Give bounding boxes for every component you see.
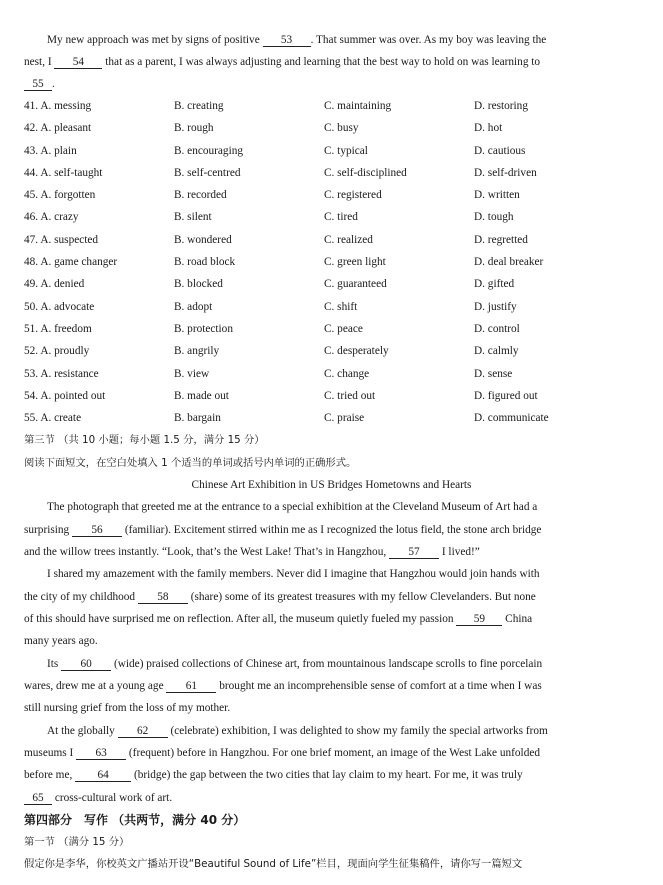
option-b[interactable]: B. road block — [174, 256, 236, 268]
blank-55[interactable]: 55 — [24, 78, 52, 91]
blank-54[interactable]: 54 — [54, 56, 102, 69]
passage2-line — [47, 724, 605, 738]
option-d[interactable]: D. restoring — [474, 100, 528, 112]
option-c[interactable]: C. desperately — [324, 345, 389, 357]
text: The photograph that greeted me at the entrance to a special exhibition at the Cleveland Museum of Art had a — [47, 501, 538, 513]
text: cross-cultural work of art. — [54, 792, 173, 804]
option-b[interactable]: B. bargain — [174, 412, 221, 424]
option-d[interactable]: D. hot — [474, 122, 503, 134]
options-row — [24, 277, 614, 291]
options-row — [24, 322, 614, 336]
passage2-line — [24, 612, 605, 626]
option-c[interactable]: C. shift — [324, 301, 358, 313]
text: and the willow trees instantly. “Look, that’s the West Lake! That’s in Hangzhou, — [24, 546, 387, 558]
options-row — [24, 144, 614, 158]
option-a[interactable]: 46. A. crazy — [24, 211, 79, 223]
blank-57[interactable]: 57 — [389, 546, 439, 559]
text: I lived!” — [441, 546, 480, 558]
blank-53[interactable]: 53 — [263, 34, 311, 47]
blank-60[interactable]: 60 — [61, 658, 111, 671]
option-c[interactable]: C. praise — [324, 412, 365, 424]
option-b[interactable]: B. protection — [174, 323, 233, 335]
option-b[interactable]: B. creating — [174, 100, 224, 112]
option-a[interactable]: 44. A. self-taught — [24, 167, 103, 179]
option-c[interactable]: C. self-disciplined — [324, 167, 407, 179]
option-c[interactable]: C. typical — [324, 145, 368, 157]
option-b[interactable]: B. encouraging — [174, 145, 244, 157]
option-d[interactable]: D. justify — [474, 301, 517, 313]
text: brought me an incomprehensible sense of comfort at a time when I was — [219, 680, 542, 692]
text: nest, I — [24, 56, 52, 68]
text: Its — [47, 658, 59, 670]
options-row — [24, 99, 614, 113]
options-row — [24, 166, 614, 180]
options-row — [24, 367, 614, 381]
blank-58[interactable]: 58 — [138, 591, 188, 604]
passage2-line — [47, 500, 605, 514]
passage2-line — [24, 634, 605, 648]
options-row — [24, 411, 614, 425]
writing-prompt: 假定你是李华，你校英文广播站开设“Beautiful Sound of Life”栏目，现面向学生征集稿件，请你写一篇短文 — [24, 858, 523, 870]
passage2-line — [24, 523, 605, 537]
text: (wide) praised collections of Chinese art, from mountainous landscape scrolls to fine porcelain — [113, 658, 543, 670]
option-a[interactable]: 47. A. suspected — [24, 234, 99, 246]
option-c[interactable]: C. change — [324, 368, 370, 380]
blank-61[interactable]: 61 — [166, 680, 216, 693]
option-b[interactable]: B. adopt — [174, 301, 213, 313]
option-a[interactable]: 48. A. game changer — [24, 256, 118, 268]
option-b[interactable]: B. wondered — [174, 234, 232, 246]
option-c[interactable]: C. guaranteed — [324, 278, 387, 290]
option-d[interactable]: D. communicate — [474, 412, 549, 424]
text: My new approach was met by signs of positive — [47, 34, 260, 46]
text: (celebrate) exhibition, I was delighted to show my family the special artworks from — [170, 725, 548, 737]
text: (bridge) the gap between the two cities that lay claim to my heart. For me, it was truly — [133, 769, 523, 781]
option-a[interactable]: 55. A. create — [24, 412, 82, 424]
option-d[interactable]: D. regretted — [474, 234, 528, 246]
option-d[interactable]: D. cautious — [474, 145, 526, 157]
options-row — [24, 233, 614, 247]
option-a[interactable]: 41. A. messing — [24, 100, 92, 112]
option-c[interactable]: C. green light — [324, 256, 386, 268]
option-a[interactable]: 49. A. denied — [24, 278, 85, 290]
options-row — [24, 121, 614, 135]
text: before me, — [24, 769, 73, 781]
options-row — [24, 389, 614, 403]
blank-62[interactable]: 62 — [118, 725, 168, 738]
passage2-line — [24, 791, 605, 805]
option-b[interactable]: B. silent — [174, 211, 212, 223]
blank-65[interactable]: 65 — [24, 792, 52, 805]
option-c[interactable]: C. busy — [324, 122, 359, 134]
option-b[interactable]: B. self-centred — [174, 167, 241, 179]
passage2-line — [24, 701, 605, 715]
option-a[interactable]: 53. A. resistance — [24, 368, 99, 380]
options-row — [24, 188, 614, 202]
option-d[interactable]: D. deal breaker — [474, 256, 544, 268]
text: of this should have surprised me on reflection. After all, the museum quietly fueled my passion — [24, 613, 454, 625]
option-b[interactable]: B. blocked — [174, 278, 223, 290]
passage2-line — [24, 590, 605, 604]
option-a[interactable]: 54. A. pointed out — [24, 390, 106, 402]
option-c[interactable]: C. tired — [324, 211, 358, 223]
text: At the globally — [47, 725, 115, 737]
blank-63[interactable]: 63 — [76, 747, 126, 760]
passage-title: Chinese Art Exhibition in US Bridges Hometowns and Hearts — [191, 479, 472, 491]
part4-subheading: 第一节 （满分 15 分） — [24, 836, 130, 848]
options-row — [24, 210, 614, 224]
options-row — [24, 255, 614, 269]
option-b[interactable]: B. rough — [174, 122, 214, 134]
option-a[interactable]: 50. A. advocate — [24, 301, 95, 313]
part4-heading: 第四部分 写作 （共两节，满分 40 分） — [24, 813, 246, 827]
passage2-line — [47, 567, 605, 581]
option-d[interactable]: D. calmly — [474, 345, 519, 357]
passage1-line3 — [24, 77, 605, 91]
text: . — [52, 78, 55, 90]
option-c[interactable]: C. peace — [324, 323, 363, 335]
text: (share) some of its greatest treasures with my fellow Clevelanders. But none — [190, 591, 536, 603]
option-c[interactable]: C. maintaining — [324, 100, 392, 112]
option-a[interactable]: 51. A. freedom — [24, 323, 92, 335]
option-c[interactable]: C. realized — [324, 234, 373, 246]
text: wares, drew me at a young age — [24, 680, 164, 692]
option-b[interactable]: B. angrily — [174, 345, 220, 357]
section3-heading: 第三节 （共 10 小题；每小题 1.5 分，满分 15 分） — [24, 434, 265, 446]
option-c[interactable]: C. registered — [324, 189, 382, 201]
options-row — [24, 300, 614, 314]
passage2-line — [47, 657, 605, 671]
options-row — [24, 344, 614, 358]
section3-instruction: 阅读下面短文，在空白处填入 1 个适当的单词或括号内单词的正确形式。 — [24, 457, 357, 469]
text: that as a parent, I was always adjusting and learning that the best way to hold on was learning to — [105, 56, 541, 68]
option-d[interactable]: D. sense — [474, 368, 513, 380]
text: museums I — [24, 747, 74, 759]
option-d[interactable]: D. self-driven — [474, 167, 537, 179]
blank-59[interactable]: 59 — [456, 613, 502, 626]
text: still nursing grief from the loss of my mother. — [24, 702, 231, 714]
text: (frequent) before in Hangzhou. For one brief moment, an image of the West Lake unfolded — [128, 747, 541, 759]
option-b[interactable]: B. recorded — [174, 189, 227, 201]
option-d[interactable]: D. gifted — [474, 278, 515, 290]
text: the city of my childhood — [24, 591, 136, 603]
passage2-line — [24, 545, 605, 559]
option-a[interactable]: 43. A. plain — [24, 145, 77, 157]
blank-64[interactable]: 64 — [75, 769, 131, 782]
option-d[interactable]: D. written — [474, 189, 520, 201]
option-a[interactable]: 45. A. forgotten — [24, 189, 96, 201]
text: I shared my amazement with the family members. Never did I imagine that Hangzhou would join hands with — [47, 568, 540, 580]
text: China — [505, 613, 533, 625]
text: (familiar). Excitement stirred within me as I recognized the lotus field, the stone arch bridge — [124, 524, 542, 536]
passage1-line2 — [24, 55, 605, 69]
option-a[interactable]: 42. A. pleasant — [24, 122, 92, 134]
passage1-line1 — [47, 33, 605, 47]
blank-56[interactable]: 56 — [72, 524, 122, 537]
text: . That summer was over. As my boy was leaving the — [310, 34, 547, 46]
option-d[interactable]: D. figured out — [474, 390, 538, 402]
text: surprising — [24, 524, 70, 536]
option-d[interactable]: D. tough — [474, 211, 514, 223]
option-b[interactable]: B. view — [174, 368, 210, 380]
text: many years ago. — [24, 635, 98, 647]
option-b[interactable]: B. made out — [174, 390, 229, 402]
passage2-line — [24, 746, 605, 760]
option-a[interactable]: 52. A. proudly — [24, 345, 90, 357]
option-d[interactable]: D. control — [474, 323, 520, 335]
option-c[interactable]: C. tried out — [324, 390, 376, 402]
passage2-line — [24, 679, 605, 693]
passage2-line — [24, 768, 605, 782]
